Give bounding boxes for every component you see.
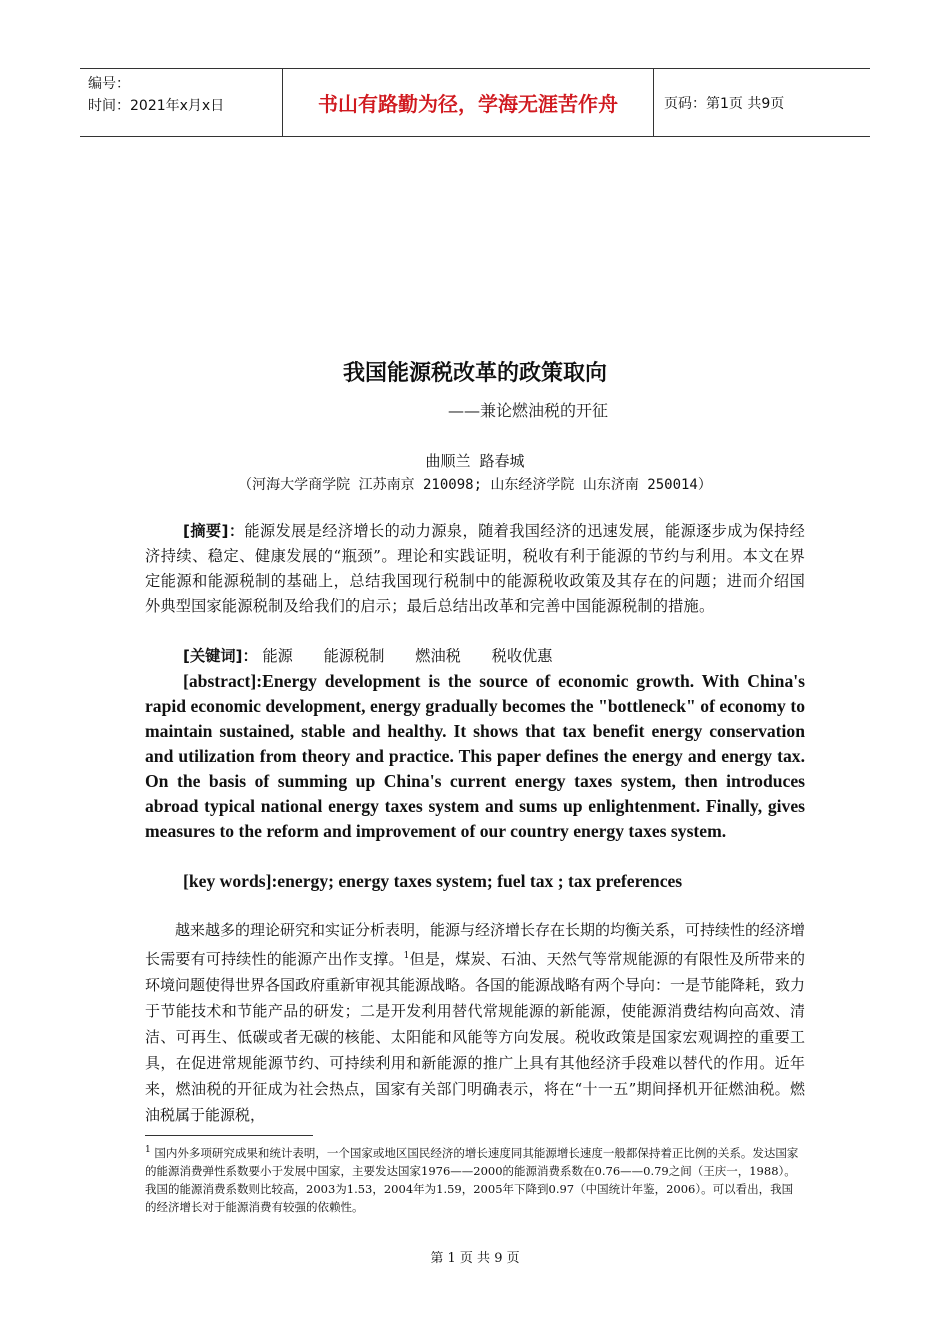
header-motto: 书山有路勤为径，学海无涯苦作舟 bbox=[282, 69, 654, 136]
abstract-label: [摘要]： bbox=[183, 522, 245, 540]
header-meta bbox=[80, 69, 282, 136]
affiliation: （河海大学商学院 江苏南京 210098; 山东经济学院 山东济南 250014） bbox=[238, 477, 712, 493]
body-paragraph bbox=[145, 917, 805, 1128]
authors: 曲顺兰 路春城 bbox=[425, 452, 525, 470]
footnote-divider bbox=[145, 1135, 313, 1136]
date-label: 时间：2021年x月x日 bbox=[88, 98, 225, 114]
keyword-item: 能源税制 bbox=[323, 647, 385, 665]
document-subtitle: ——兼论燃油税的开征 bbox=[448, 401, 609, 420]
footnote-mark: 1 bbox=[145, 1145, 151, 1155]
footnote-ref[interactable]: 1 bbox=[403, 951, 410, 961]
footnote-text: 国内外多项研究成果和统计表明，一个国家或地区国民经济的增长速度同其能源增长速度一般都保持着正比例的关系。发达国家的能源消费弹性系数要小于发展中国家，主要发达国家1976——2000的能源消费系数在0.76——0.79之间（王庆一，1988）。我国的能源消费系数则比较高，2003为1.53，2004年为1.59，2005年下降到0.97（中国统计年鉴，2006）。可以看出，我国的经济增长对于能源消费有较强的依赖性。 bbox=[145, 1145, 799, 1214]
abstract-chinese bbox=[145, 519, 805, 619]
footnote bbox=[145, 1141, 803, 1216]
abstract-english: [abstract]:Energy development is the source of economic growth. With China's rapid economic development, energy gradually becomes the "bottleneck" of economy to maintain sustained, stable and healthy. It shows that tax benefit energy conservation and utilization from theory and practice. This paper defines the energy and energy tax. On the basis of summing up China's current energy taxes system, then introduces abroad typical national energy taxes system and sums up enlightenment. Finally, gives measures to the reform and improvement of our country energy taxes system. bbox=[145, 671, 805, 841]
body-text-part2: 但是，煤炭、石油、天然气等常规能源的有限性及所带来的环境问题使得世界各国政府重新审视其能源战略。各国的能源战略有两个导向：一是节能降耗，致力于节能技术和节能产品的研发；二是开发利用替代常规能源的新能源，使能源消费结构向高效、清洁、可再生、低碳或者无碳的核能、太阳能和风能等方向发展。税收政策是国家宏观调控的重要工具，在促进常规能源节约、可持续利用和新能源的推广上具有其他经济手段难以替代的作用。近年来，燃油税的开征成为社会热点，国家有关部门明确表示，将在“十一五”期间择机开征燃油税。燃油税属于能源税， bbox=[145, 950, 806, 1124]
keywords-chinese bbox=[183, 645, 578, 666]
abstract-text: 能源发展是经济增长的动力源泉，随着我国经济的迅速发展，能源逐步成为保持经济持续、稳定、健康发展的“瓶颈”。理论和实践证明，税收有利于能源的节约与利用。本文在界定能源和能源税制的基础上，总结我国现行税制中的能源税收政策及其存在的问题；进而介绍国外典型国家能源税制及给我们的启示；最后总结出改革和完善中国能源税制的措施。 bbox=[145, 522, 806, 615]
keyword-item: 燃油税 bbox=[415, 647, 461, 665]
document-title: 我国能源税改革的政策取向 bbox=[342, 361, 607, 386]
body-text-part1: 越来越多的理论研究和实证分析表明，能源与经济增长存在长期的均衡关系，可持续性的经济增长需要有可持续性的能源产出作支撑。 bbox=[145, 921, 806, 968]
keyword-item: 能源 bbox=[262, 647, 293, 665]
keywords-label: [关键词]： bbox=[183, 647, 258, 665]
keywords-english: [key words]:energy; energy taxes system; fuel tax ; tax preferences bbox=[183, 871, 683, 891]
code-label: 编号： bbox=[88, 76, 130, 92]
header-page-info: 页码：第1页 共9页 bbox=[664, 95, 785, 112]
page-footer: 第 1 页 共 9 页 bbox=[430, 1251, 520, 1266]
header-table bbox=[80, 68, 870, 137]
keyword-item: 税收优惠 bbox=[491, 647, 553, 665]
